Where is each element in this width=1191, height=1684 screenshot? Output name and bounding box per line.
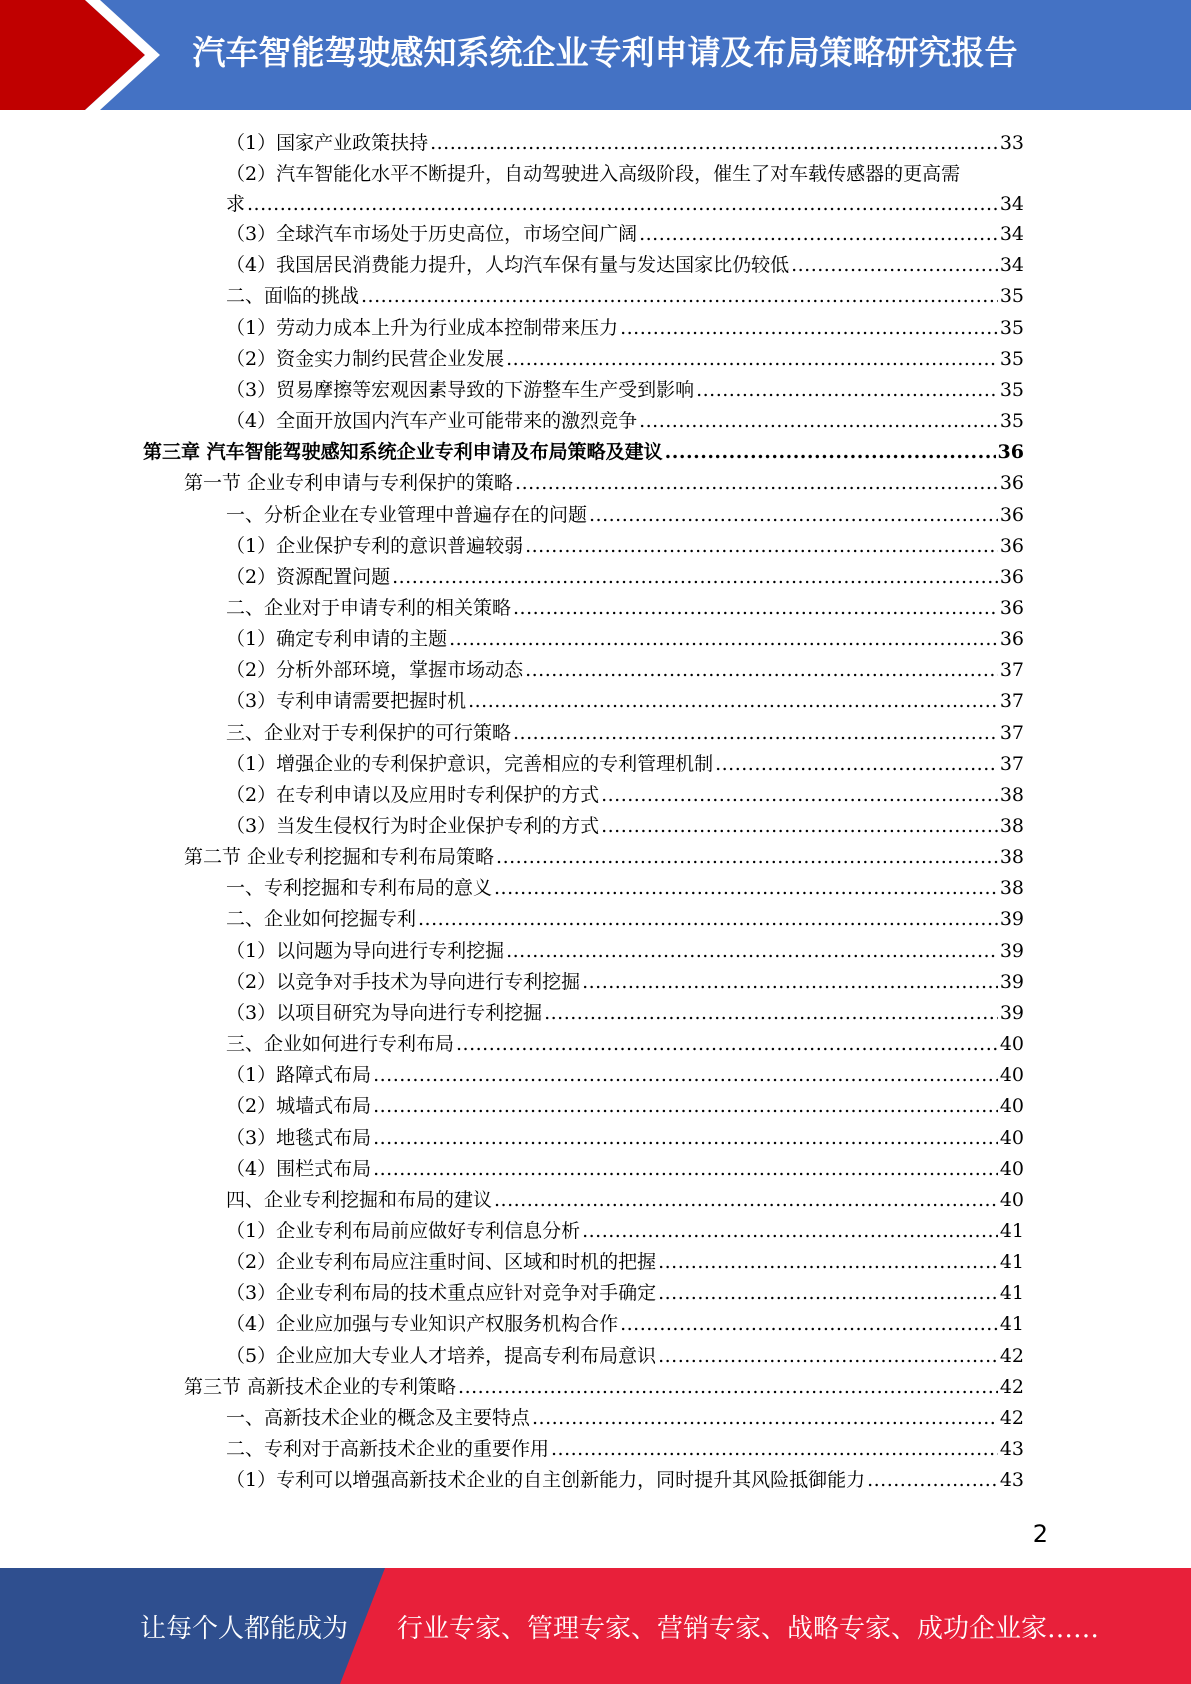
toc-leader-dots [620,313,998,343]
toc-leader-dots [791,250,998,280]
toc-entry-text: 第三章 汽车智能驾驶感知系统企业专利申请及布局策略及建议 [143,441,663,464]
toc-leader-dots [589,500,998,530]
toc-entry[interactable] [226,281,1024,311]
toc-leader-dots [867,1465,998,1495]
toc-entry[interactable] [226,500,1024,530]
toc-page-number: 39 [999,908,1024,931]
toc-leader-dots [601,780,998,810]
toc-entry[interactable] [226,1341,1024,1371]
page-header [0,0,1191,110]
toc-page-number: 36 [997,441,1024,464]
toc-leader-dots [373,1060,998,1090]
toc-entry-text: 三、企业如何进行专利布局 [226,1033,455,1056]
toc-leader-dots [551,1434,998,1464]
toc-leader-dots [373,1091,998,1121]
toc-leader-dots [544,998,998,1028]
toc-leader-dots [392,562,998,592]
toc-entry[interactable] [226,811,1024,841]
toc-leader-dots [418,904,998,934]
toc-page-number: 41 [999,1313,1024,1336]
toc-leader-dots [430,128,998,158]
toc-entry-text: （1）劳动力成本上升为行业成本控制带来压力 [226,316,619,339]
toc-entry[interactable] [226,1154,1024,1184]
toc-leader-dots [658,1341,998,1371]
toc-entry[interactable] [226,531,1024,561]
toc-leader-dots [449,624,998,654]
toc-page-number: 41 [999,1282,1024,1305]
toc-page-number: 38 [999,783,1024,806]
toc-entry[interactable] [184,1372,1024,1402]
toc-entry[interactable] [226,780,1024,810]
toc-leader-dots [494,873,998,903]
toc-leader-dots [658,1278,998,1308]
toc-page-number: 37 [999,659,1024,682]
toc-entry-text: （2）资金实力制约民营企业发展 [226,347,505,370]
toc-page-number: 36 [999,534,1024,557]
toc-entry-text: （5）企业应加大专业人才培养，提高专利布局意识 [226,1344,657,1367]
toc-page-number: 40 [999,1126,1024,1149]
toc-page-number: 36 [999,565,1024,588]
toc-entry-text: （2）汽车智能化水平不断提升，自动驾驶进入高级阶段，催生了对车载传感器的更高需 [226,163,961,186]
toc-page-number: 41 [999,1219,1024,1242]
toc-entry[interactable] [143,437,1024,467]
toc-leader-dots [525,531,998,561]
footer-slogan-right: 行业专家、管理专家、营销专家、战略专家、成功企业家…… [397,1614,1100,1644]
toc-entry[interactable] [226,593,1024,623]
toc-leader-dots [665,437,996,467]
toc-page-number: 36 [999,503,1024,526]
toc-entry-text: （3）全球汽车市场处于历史高位，市场空间广阔 [226,223,638,246]
toc-leader-dots [696,375,998,405]
toc-entry-text: （4）围栏式布局 [226,1157,372,1180]
toc-page-number: 38 [999,815,1024,837]
toc-entry[interactable] [226,936,1024,966]
page-footer [0,1568,1191,1684]
toc-entry[interactable] [226,562,1024,592]
toc-page-number: 36 [999,596,1024,619]
toc-page-number: 41 [999,1251,1024,1274]
toc-page-number: 37 [999,721,1024,744]
toc-page-number: 34 [999,223,1024,246]
toc-entry[interactable] [226,749,1024,779]
toc-entry-text: （4）全面开放国内汽车产业可能带来的激烈竞争 [226,410,638,433]
toc-leader-dots [247,189,998,219]
toc-entry-text: （4）企业应加强与专业知识产权服务机构合作 [226,1313,619,1336]
toc-entry[interactable] [226,375,1024,405]
toc-leader-dots [525,655,998,685]
toc-page-number: 34 [999,193,1024,216]
toc-entry-text: （3）地毯式布局 [226,1126,372,1149]
toc-entry-text: （1）以问题为导向进行专利挖掘 [226,939,505,962]
page-number: 2 [1032,1520,1048,1548]
toc-entry-text: （2）以竞争对手技术为导向进行专利挖掘 [226,970,581,993]
toc-entry-text: （2）分析外部环境，掌握市场动态 [226,659,524,682]
toc-page-number: 36 [999,628,1024,651]
toc-leader-dots [639,219,998,249]
toc-entry[interactable] [226,1309,1024,1339]
toc-leader-dots [373,1123,998,1153]
toc-entry-text: （4）我国居民消费能力提升，人均汽车保有量与发达国家比仍较低 [226,254,790,277]
toc-entry-text: （1）国家产业政策扶持 [226,132,429,154]
toc-page-number: 40 [999,1064,1024,1087]
toc-entry-text: （2）城墙式布局 [226,1095,372,1118]
toc-page-number: 42 [999,1344,1024,1367]
toc-entry[interactable] [226,128,1024,158]
toc-entry[interactable] [226,1060,1024,1090]
toc-leader-dots [456,1029,998,1059]
toc-entry[interactable] [226,998,1024,1028]
toc-page-number: 38 [999,846,1024,869]
toc-entry-text: （2）资源配置问题 [226,565,391,588]
toc-leader-dots [515,468,998,498]
toc-entry-text: 二、专利对于高新技术企业的重要作用 [226,1438,550,1460]
toc-entry[interactable] [226,1123,1024,1153]
toc-page-number: 39 [999,970,1024,993]
toc-entry-text: 第一节 企业专利申请与专利保护的策略 [184,472,514,495]
toc-leader-dots [458,1372,998,1402]
toc-entry[interactable] [226,159,1024,219]
toc-entry-text-continued: 求 [226,193,246,216]
toc-entry[interactable] [226,344,1024,374]
toc-entry[interactable] [226,313,1024,343]
toc-entry-text: 二、企业对于申请专利的相关策略 [226,596,512,619]
toc-entry[interactable] [226,624,1024,654]
toc-page-number: 43 [999,1469,1024,1492]
toc-entry-text: （3）以项目研究为导向进行专利挖掘 [226,1001,543,1024]
toc-entry-text: （1）增强企业的专利保护意识，完善相应的专利管理机制 [226,752,714,775]
toc-page-number: 40 [999,1095,1024,1118]
toc-page-number: 40 [999,1033,1024,1056]
toc-leader-dots [658,1247,998,1277]
toc-page-number: 40 [999,1188,1024,1211]
toc-entry-text: （2）企业专利布局应注重时间、区域和时机的把握 [226,1251,657,1274]
toc-page-number: 35 [999,378,1024,401]
toc-entry[interactable] [184,468,1024,498]
toc-leader-dots [494,1185,998,1215]
toc-entry-text: 第二节 企业专利挖掘和专利布局策略 [184,846,495,869]
toc-entry[interactable] [226,1465,1024,1495]
toc-page-number: 37 [999,690,1024,713]
toc-leader-dots [715,749,998,779]
footer-slogan-left: 让每个人都能成为 [140,1614,349,1644]
toc-leader-dots [582,967,998,997]
toc-entry[interactable] [226,406,1024,436]
toc-entry-text: 三、企业对于专利保护的可行策略 [226,721,512,744]
toc-entry[interactable] [226,873,1024,903]
toc-page-number: 37 [999,752,1024,775]
toc-leader-dots [506,344,998,374]
toc-entry[interactable] [226,1247,1024,1277]
toc-entry-text: 二、面临的挑战 [226,285,360,308]
toc-leader-dots [582,1216,998,1246]
toc-entry[interactable] [226,1029,1024,1059]
toc-leader-dots [468,686,998,716]
toc-leader-dots [639,406,998,436]
toc-entry-text: （3）专利申请需要把握时机 [226,690,467,713]
toc-entry[interactable] [184,842,1024,872]
toc-entry-text: （3）贸易摩擦等宏观因素导致的下游整车生产受到影响 [226,378,695,401]
toc-leader-dots [513,718,998,748]
toc-page-number: 43 [999,1438,1024,1460]
toc-leader-dots [601,811,998,841]
toc-page-number: 35 [999,285,1024,308]
toc-entry[interactable] [226,219,1024,249]
toc-entry-text: 四、企业专利挖掘和布局的建议 [226,1188,493,1211]
toc-entry[interactable] [226,250,1024,280]
toc-entry[interactable] [226,904,1024,934]
toc-entry-text: （2）在专利申请以及应用时专利保护的方式 [226,783,600,806]
toc-leader-dots [620,1309,998,1339]
toc-page-number: 33 [999,132,1024,154]
toc-entry-text: 第三节 高新技术企业的专利策略 [184,1375,457,1398]
toc-entry-text: （3）当发生侵权行为时企业保护专利的方式 [226,815,600,837]
toc-entry[interactable] [226,967,1024,997]
toc-leader-dots [513,593,998,623]
toc-leader-dots [373,1154,998,1184]
toc-entry[interactable] [226,718,1024,748]
toc-page-number: 39 [999,1001,1024,1024]
toc-entry-text: 一、专利挖掘和专利布局的意义 [226,877,493,900]
toc-leader-dots [506,936,998,966]
toc-page-number: 35 [999,410,1024,433]
toc-entry-text: （1）路障式布局 [226,1064,372,1087]
toc-entry-text: 一、高新技术企业的概念及主要特点 [226,1406,531,1429]
toc-entry-text: 二、企业如何挖掘专利 [226,908,417,931]
toc-entry[interactable] [226,1434,1024,1464]
toc-entry[interactable] [226,1091,1024,1121]
toc-entry-text: （1）企业保护专利的意识普遍较弱 [226,534,524,557]
toc-entry[interactable] [226,655,1024,685]
toc-entry[interactable] [226,1403,1024,1433]
toc-page-number: 36 [999,472,1024,495]
toc-entry-text: 一、分析企业在专业管理中普遍存在的问题 [226,503,588,526]
toc-page-number: 35 [999,347,1024,370]
toc-entry[interactable] [226,1185,1024,1215]
toc-entry-text: （1）确定专利申请的主题 [226,628,448,651]
document-title: 汽车智能驾驶感知系统企业专利申请及布局策略研究报告 [192,33,1018,72]
toc-page-number: 34 [999,254,1024,277]
toc-entry[interactable] [226,686,1024,716]
toc-entry-text: （1）企业专利布局前应做好专利信息分析 [226,1219,581,1242]
toc-entry[interactable] [226,1216,1024,1246]
toc-entry-text: （1）专利可以增强高新技术企业的自主创新能力，同时提升其风险抵御能力 [226,1469,866,1492]
toc-leader-dots [496,842,998,872]
toc-leader-dots [532,1403,998,1433]
toc-page-number: 42 [999,1375,1024,1398]
toc-leader-dots [361,281,998,311]
toc-page-number: 38 [999,877,1024,900]
toc-entry[interactable] [226,1278,1024,1308]
toc-page-number: 42 [999,1406,1024,1429]
toc-entry-text: （3）企业专利布局的技术重点应针对竞争对手确定 [226,1282,657,1305]
toc-page-number: 35 [999,316,1024,339]
toc-page-number: 39 [999,939,1024,962]
toc-page-number: 40 [999,1157,1024,1180]
